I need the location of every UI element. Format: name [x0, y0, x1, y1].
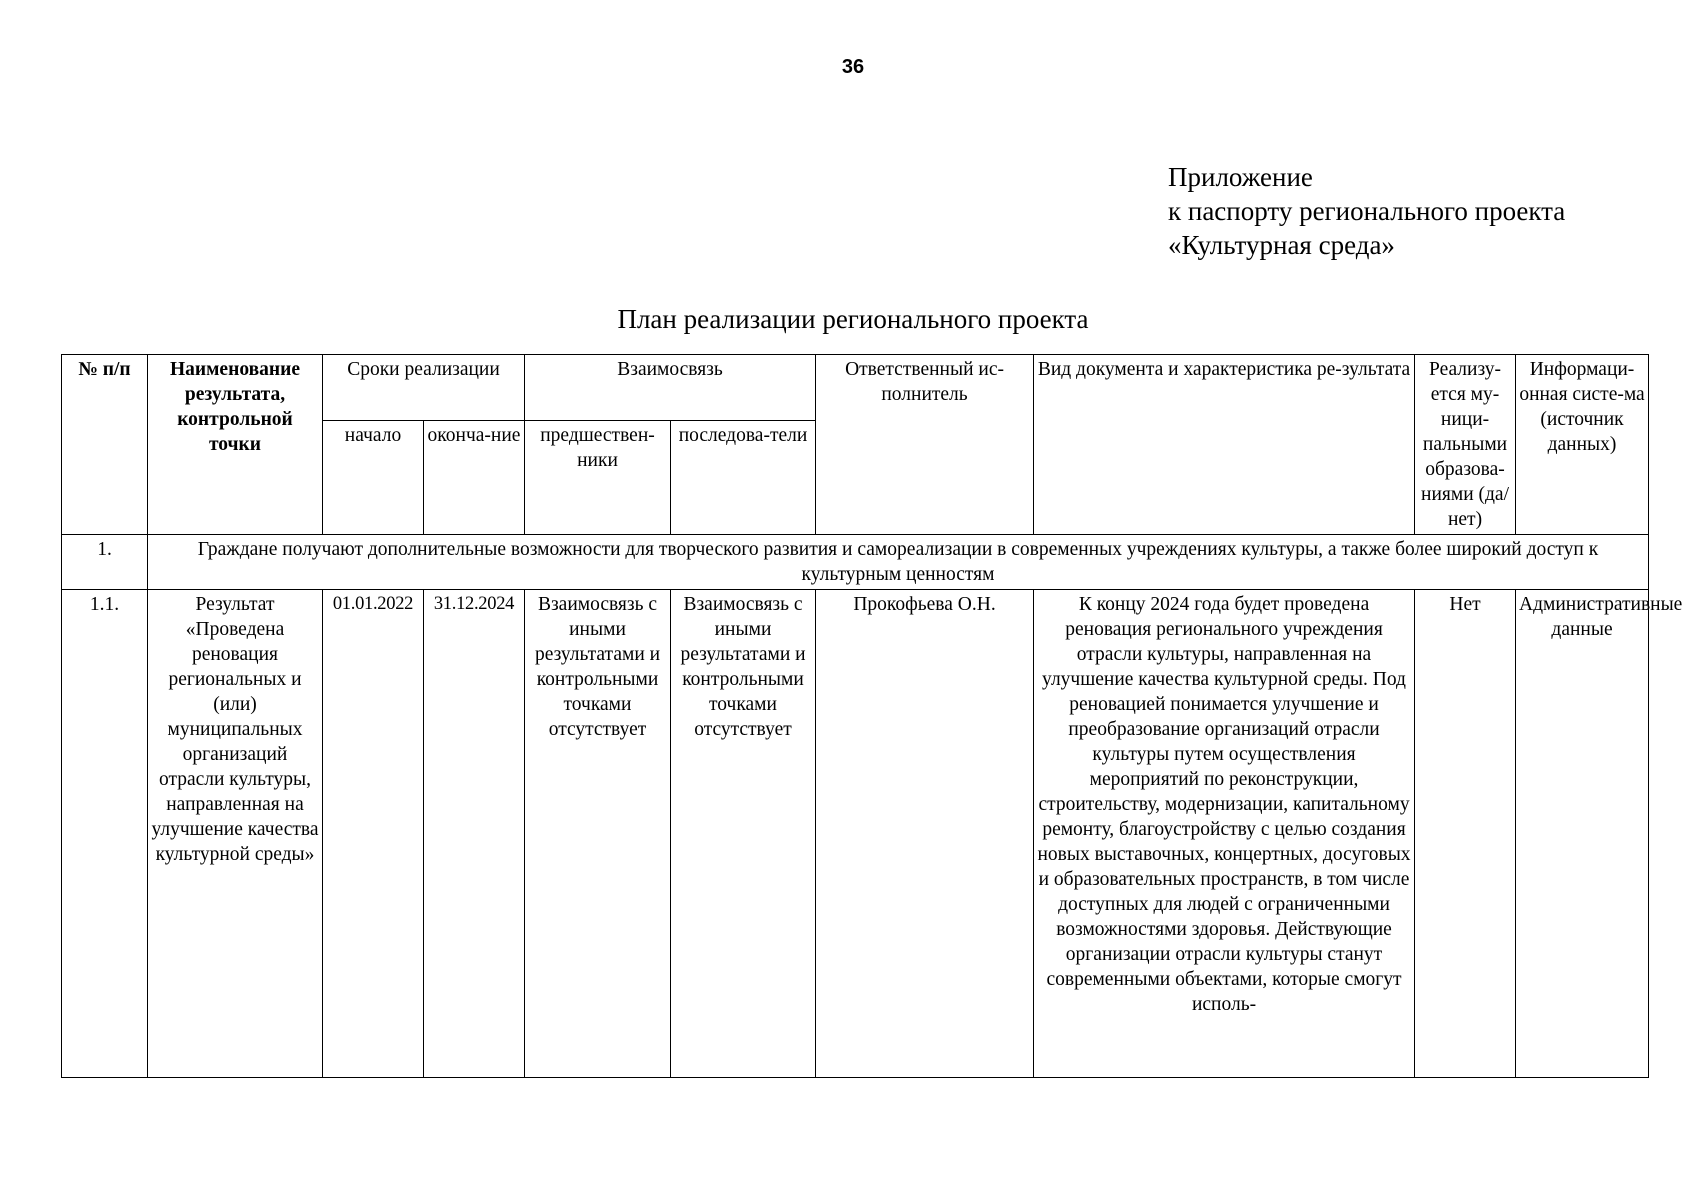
appendix-line-3: «Культурная среда»	[1168, 230, 1395, 260]
section-num: 1.	[62, 535, 148, 590]
header-doc-type: Вид документа и характеристика ре-зультата	[1034, 355, 1415, 535]
row-successors: Взаимосвязь с иными результатами и контрольными точками отсутствует	[671, 590, 816, 1078]
header-end: оконча-ние	[424, 421, 525, 535]
implementation-plan-table	[61, 354, 1683, 1078]
header-terms: Сроки реализации	[323, 355, 525, 421]
header-successors: последова-тели	[671, 421, 816, 535]
appendix-line-2: к паспорту регионального проекта	[1168, 196, 1566, 226]
section-text: Граждане получают дополнительные возможности для творческого развития и самореализации в современных учреждениях культуры, а также более широкий доступ к культурным ценностям	[148, 535, 1649, 590]
row-predecessors: Взаимосвязь с иными результатами и контрольными точками отсутствует	[525, 590, 671, 1078]
header-municipal: Реализу-ется му-ници-пальными образова-ниями (да/нет)	[1415, 355, 1516, 535]
row-executor: Прокофьева О.Н.	[816, 590, 1034, 1078]
row-num: 1.1.	[62, 590, 148, 1078]
row-start-date: 01.01.2022	[323, 590, 424, 1078]
row-name: Результат «Проведена реновация региональных и (или) муниципальных организаций отрасли культуры, направленная на улучшение качества культурной среды»	[148, 590, 323, 1078]
table-row	[62, 590, 1649, 1078]
header-relation: Взаимосвязь	[525, 355, 816, 421]
plan-title: План реализации регионального проекта	[617, 304, 1089, 334]
appendix-note	[1168, 160, 1565, 262]
row-info-system: Административные данные	[1516, 590, 1649, 1078]
header-name: Наименование результата, контрольной точки	[148, 355, 323, 535]
header-predecessors: предшествен-ники	[525, 421, 671, 535]
header-row-1	[62, 355, 1649, 421]
row-description: К концу 2024 года будет проведена реновация регионального учреждения отрасли культуры, направленная на улучшение качества культурной среды. Под реновацией понимается улучшение и преобразование организаций отрасли культуры путем осуществления мероприятий по реконструкции, строительству, модернизации, капитальному ремонту, благоустройству с целью создания новых выставочных, концертных, досуговых и образовательных пространств, в том числе доступных для людей с ограниченными возможностями здоровья. Действующие организации отрасли культуры станут современными объектами, которые смогут исполь-	[1034, 590, 1415, 1078]
header-executor: Ответственный ис-полнитель	[816, 355, 1034, 535]
header-num: № п/п	[62, 355, 148, 535]
header-info-system: Информаци-онная систе-ма (источник данных)	[1516, 355, 1649, 535]
row-municipal: Нет	[1415, 590, 1516, 1078]
header-start: начало	[323, 421, 424, 535]
section-row	[62, 535, 1649, 590]
row-end-date: 31.12.2024	[424, 590, 525, 1078]
appendix-line-1: Приложение	[1168, 162, 1313, 192]
page-number: 36	[841, 56, 865, 78]
